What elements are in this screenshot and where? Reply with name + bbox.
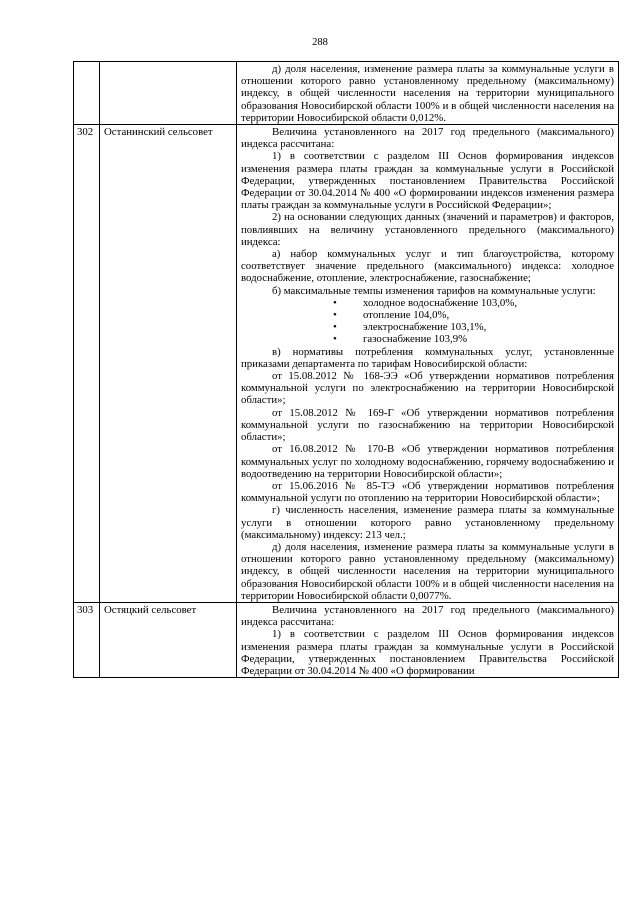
order-paragraph: от 15.08.2012 № 169-Г «Об утверждении нормативов потребления коммунальной услуги по газоснабжению на территории Новосибирской области»;: [241, 406, 614, 444]
norms-paragraph: в) нормативы потребления коммунальных услуг, установленные приказами департамента по тарифам Новосибирской области:: [241, 345, 614, 370]
population-count-paragraph: г) численность населения, изменение размера платы за коммунальные услуги в отношении которого равно установленному предельному (максимальному) индексу: 213 чел.;: [241, 504, 614, 541]
tariff-rates-paragraph: б) максимальные темпы изменения тарифов на коммунальные услуги:: [272, 284, 596, 297]
basis-paragraph: 1) в соответствии с разделом III Основ формирования индексов изменения размера платы граждан за коммунальные услуги в Российской Федерации, утвержденных постановлением Правительства Российской Федерации от 30.04.2014 № 400 «О формировании: [241, 628, 614, 677]
order-paragraph: от 15.08.2012 № 168-ЭЭ «Об утверждении нормативов потребления коммунальной услуги по электроснабжению на территории Новосибирской области»;: [241, 370, 614, 407]
list-item: • газоснабжение 103,9%: [333, 333, 614, 345]
calculation-text: [237, 125, 619, 603]
row-number: 302: [74, 125, 100, 603]
page-number: 288: [312, 37, 328, 48]
municipality-name: Остяцкий сельсовет: [100, 602, 237, 677]
calculation-text: [237, 62, 619, 125]
list-item: • отопление 104,0%,: [333, 309, 614, 321]
municipality-name: [100, 62, 237, 125]
index-table: [73, 61, 619, 678]
order-paragraph: от 15.06.2016 № 85-ТЭ «Об утверждении нормативов потребления коммунальной услуги по отоплению на территории Новосибирской области»;: [241, 479, 614, 505]
population-share-paragraph: д) доля населения, изменение размера платы за коммунальные услуги в отношении которого равно установленному предельному (максимальному) индексу, в общей численности населения на территории муниципального образования Новосибирской области 100% и в общей численности населения на территории Новосибирской области 0,0077%.: [241, 540, 614, 602]
order-paragraph: от 16.08.2012 № 170-В «Об утверждении нормативов потребления коммунальных услуг по холодному водоснабжению, горячему водоснабжению и водоотведению на территории Новосибирской области»;: [241, 443, 614, 480]
list-item: • электроснабжение 103,1%,: [333, 321, 614, 333]
tariff-list: [241, 297, 614, 346]
row-number: 303: [74, 602, 100, 677]
table-row: [74, 62, 619, 125]
municipality-name: Останинский сельсовет: [100, 125, 237, 603]
intro-paragraph: Величина установленного на 2017 год предельного (максимального) индекса рассчитана:: [241, 126, 614, 151]
table-row: [74, 602, 619, 677]
row-number: [74, 62, 100, 125]
population-share-paragraph: д) доля населения, изменение размера платы за коммунальные услуги в отношении которого равно установленному предельному (максимальному) индексу, в общей численности населения на территории муниципального образования Новосибирской области 100% и в общей численности населения на территории Новосибирской области 0,012%.: [241, 63, 614, 124]
calculation-text: [237, 602, 619, 677]
data-paragraph: 2) на основании следующих данных (значений и параметров) и факторов, повлиявших на величину установленного предельного (максимального) индекса:: [241, 211, 614, 248]
list-item: • холодное водоснабжение 103,0%,: [333, 297, 614, 309]
basis-paragraph: 1) в соответствии с разделом III Основ формирования индексов изменения размера платы граждан за коммунальные услуги в Российской Федерации, утвержденных постановлением Правительства Российской Федерации от 30.04.2014 № 400 «О формировании индексов изменения размера платы граждан за коммунальные услуги в Российской Федерации»;: [241, 150, 614, 212]
services-paragraph: а) набор коммунальных услуг и тип благоустройства, которому соответствует значение предельного (максимального) индекса: холодное водоснабжение, отопление, электроснабжение, газоснабжение;: [241, 248, 614, 285]
table-row: [74, 125, 619, 603]
intro-paragraph: Величина установленного на 2017 год предельного (максимального) индекса рассчитана:: [241, 603, 614, 629]
